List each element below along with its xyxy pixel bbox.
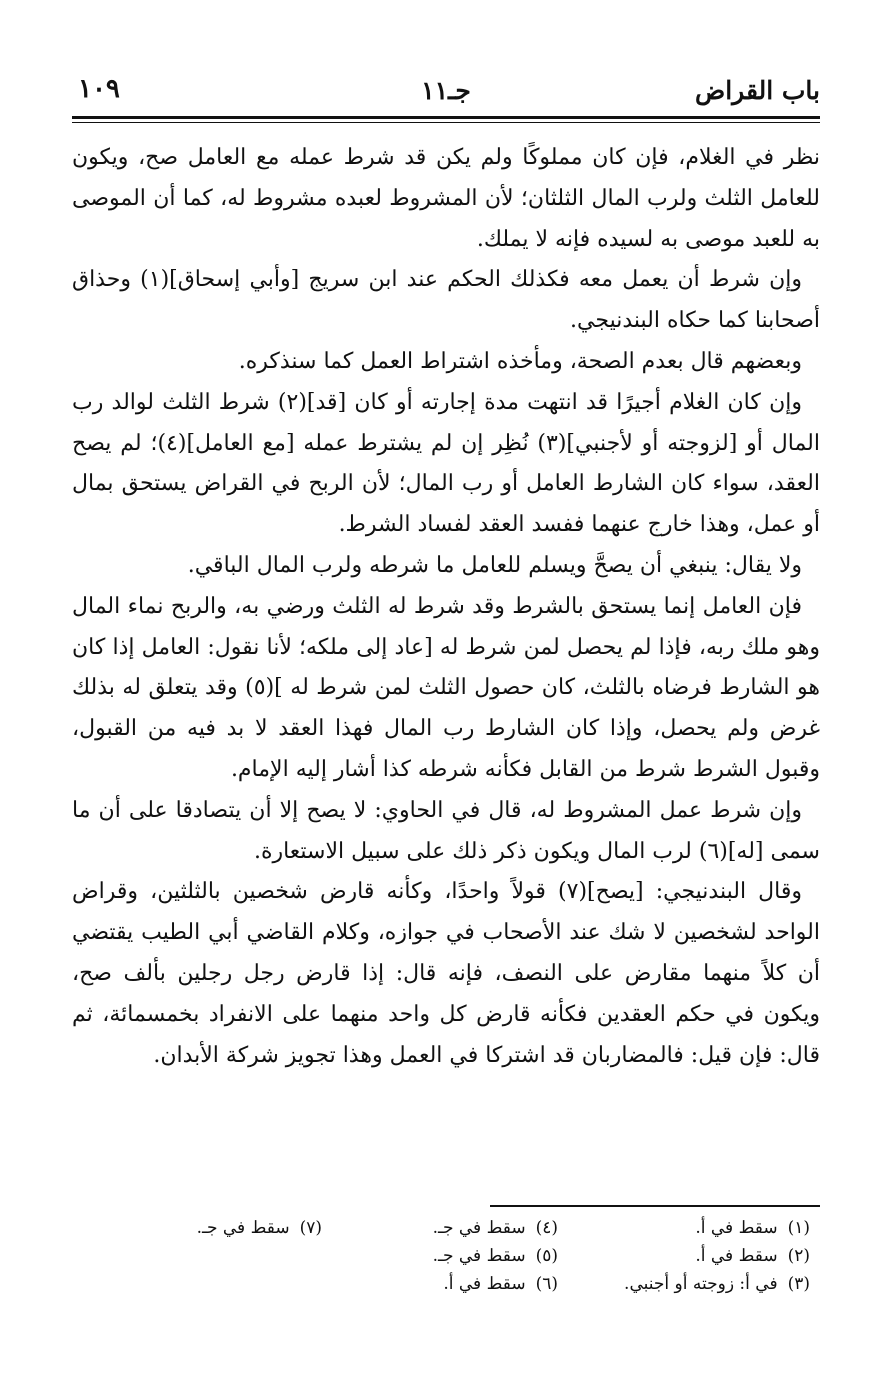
footnote-text: سقط في أ.	[695, 1218, 778, 1238]
footnotes	[72, 1214, 820, 1314]
footnote-number: (٦)	[535, 1274, 558, 1294]
paragraph: ولا يقال: ينبغي أن يصحَّ ويسلم للعامل ما شرطه ولرب المال الباقي.	[187, 552, 802, 578]
header-rule-thick	[72, 116, 820, 119]
footnote	[197, 1214, 322, 1242]
paragraph: وإن شرط أن يعمل معه فكذلك الحكم عند ابن سريج [وأبي إسحاق](١) وحذاق أصحابنا كما حكاه البندنيجي.	[72, 267, 820, 334]
footnote	[624, 1270, 810, 1298]
main-text	[72, 138, 820, 1076]
footnote-text: سقط في جـ.	[196, 1218, 290, 1238]
paragraph: فإن العامل إنما يستحق بالشرط وقد شرط له الثلث ورضي به، والربح نماء المال وهو ملك ربه، فإذا لم يحصل لمن شرط له [عاد إلى ملكه؛ لأنا نقول: العامل إذا كان هو الشارط فرضاه بالثلث، كان حصول الثلث لمن شرط له ](٥) وقد يتعلق له بذلك غرض ولم يحصل، وإذا كان الشارط رب المال فهذا العقد لا بد فيه من القبول، وقبول الشرط شرط من القابل فكأنه شرطه كذا أشار إليه الإمام.	[72, 593, 821, 782]
footnote-text: سقط في جـ.	[432, 1246, 526, 1266]
footnote-text: سقط في أ.	[443, 1274, 526, 1294]
footnote	[433, 1242, 558, 1270]
footnote-number: (١)	[787, 1218, 810, 1238]
footnote-text: في أ: زوجته أو أجنبي.	[624, 1274, 778, 1294]
footnote-number: (٣)	[787, 1274, 810, 1294]
footnote	[695, 1214, 810, 1242]
footnote	[695, 1242, 810, 1270]
footnote-text: سقط في أ.	[695, 1246, 778, 1266]
volume-label: جـ١١	[421, 76, 471, 105]
paragraph: وبعضهم قال بعدم الصحة، ومأخذه اشتراط العمل كما سنذكره.	[238, 348, 802, 374]
paragraph: وإن شرط عمل المشروط له، قال في الحاوي: لا يصح إلا أن يتصادقا على أن ما سمى [له](٦) لرب المال ويكون ذكر ذلك على سبيل الاستعارة.	[72, 797, 820, 864]
footnote-text: سقط في جـ.	[432, 1218, 526, 1238]
running-header	[72, 72, 820, 112]
footnote-separator	[490, 1205, 820, 1207]
chapter-title: باب القراض	[695, 76, 820, 105]
footnote-number: (٥)	[535, 1246, 558, 1266]
footnote-number: (٤)	[535, 1218, 558, 1238]
header-rule-thin	[72, 122, 820, 123]
page-number: ١٠٩	[78, 74, 120, 104]
footnote	[433, 1214, 558, 1242]
footnote-number: (٧)	[299, 1218, 322, 1238]
paragraph: وإن كان الغلام أجيرًا قد انتهت مدة إجارته أو كان [قد](٢) شرط الثلث لوالد رب المال أو [لزوجته أو لأجنبي](٣) نُظِر إن لم يشترط عمله [مع العامل](٤)؛ لم يصح العقد، سواء كان الشارط العامل أو رب المال؛ لأن الربح في القراض يستحق بمال أو عمل، وهذا خارج عنهما ففسد العقد لفساد الشرط.	[72, 389, 820, 538]
paragraph: وقال البندنيجي: [يصح](٧) قولاً واحدًا، وكأنه قارض شخصين بالثلثين، وقراض الواحد لشخصين لا شك عند الأصحاب في جوازه، وكلام القاضي أبي الطيب يقتضي أن كلاً منهما مقارض على النصف، فإنه قال: إذا قارض رجل رجلين بألف صح، ويكون في حكم العقدين فكأنه قارض كل واحد منهما على الانفراد بخمسمائة، ثم قال: فإن قيل: فالمضاربان قد اشتركا في العمل وهذا تجويز شركة الأبدان.	[72, 879, 820, 1068]
paragraph: نظر في الغلام، فإن كان مملوكًا ولم يكن قد شرط عمله مع العامل صح، ويكون للعامل الثلث ولرب المال الثلثان؛ لأن المشروط لعبده مشروط له، كما أن الموصى به للعبد موصى به لسيده فإنه لا يملك.	[72, 145, 820, 252]
footnote	[443, 1270, 558, 1298]
footnote-number: (٢)	[787, 1246, 810, 1266]
